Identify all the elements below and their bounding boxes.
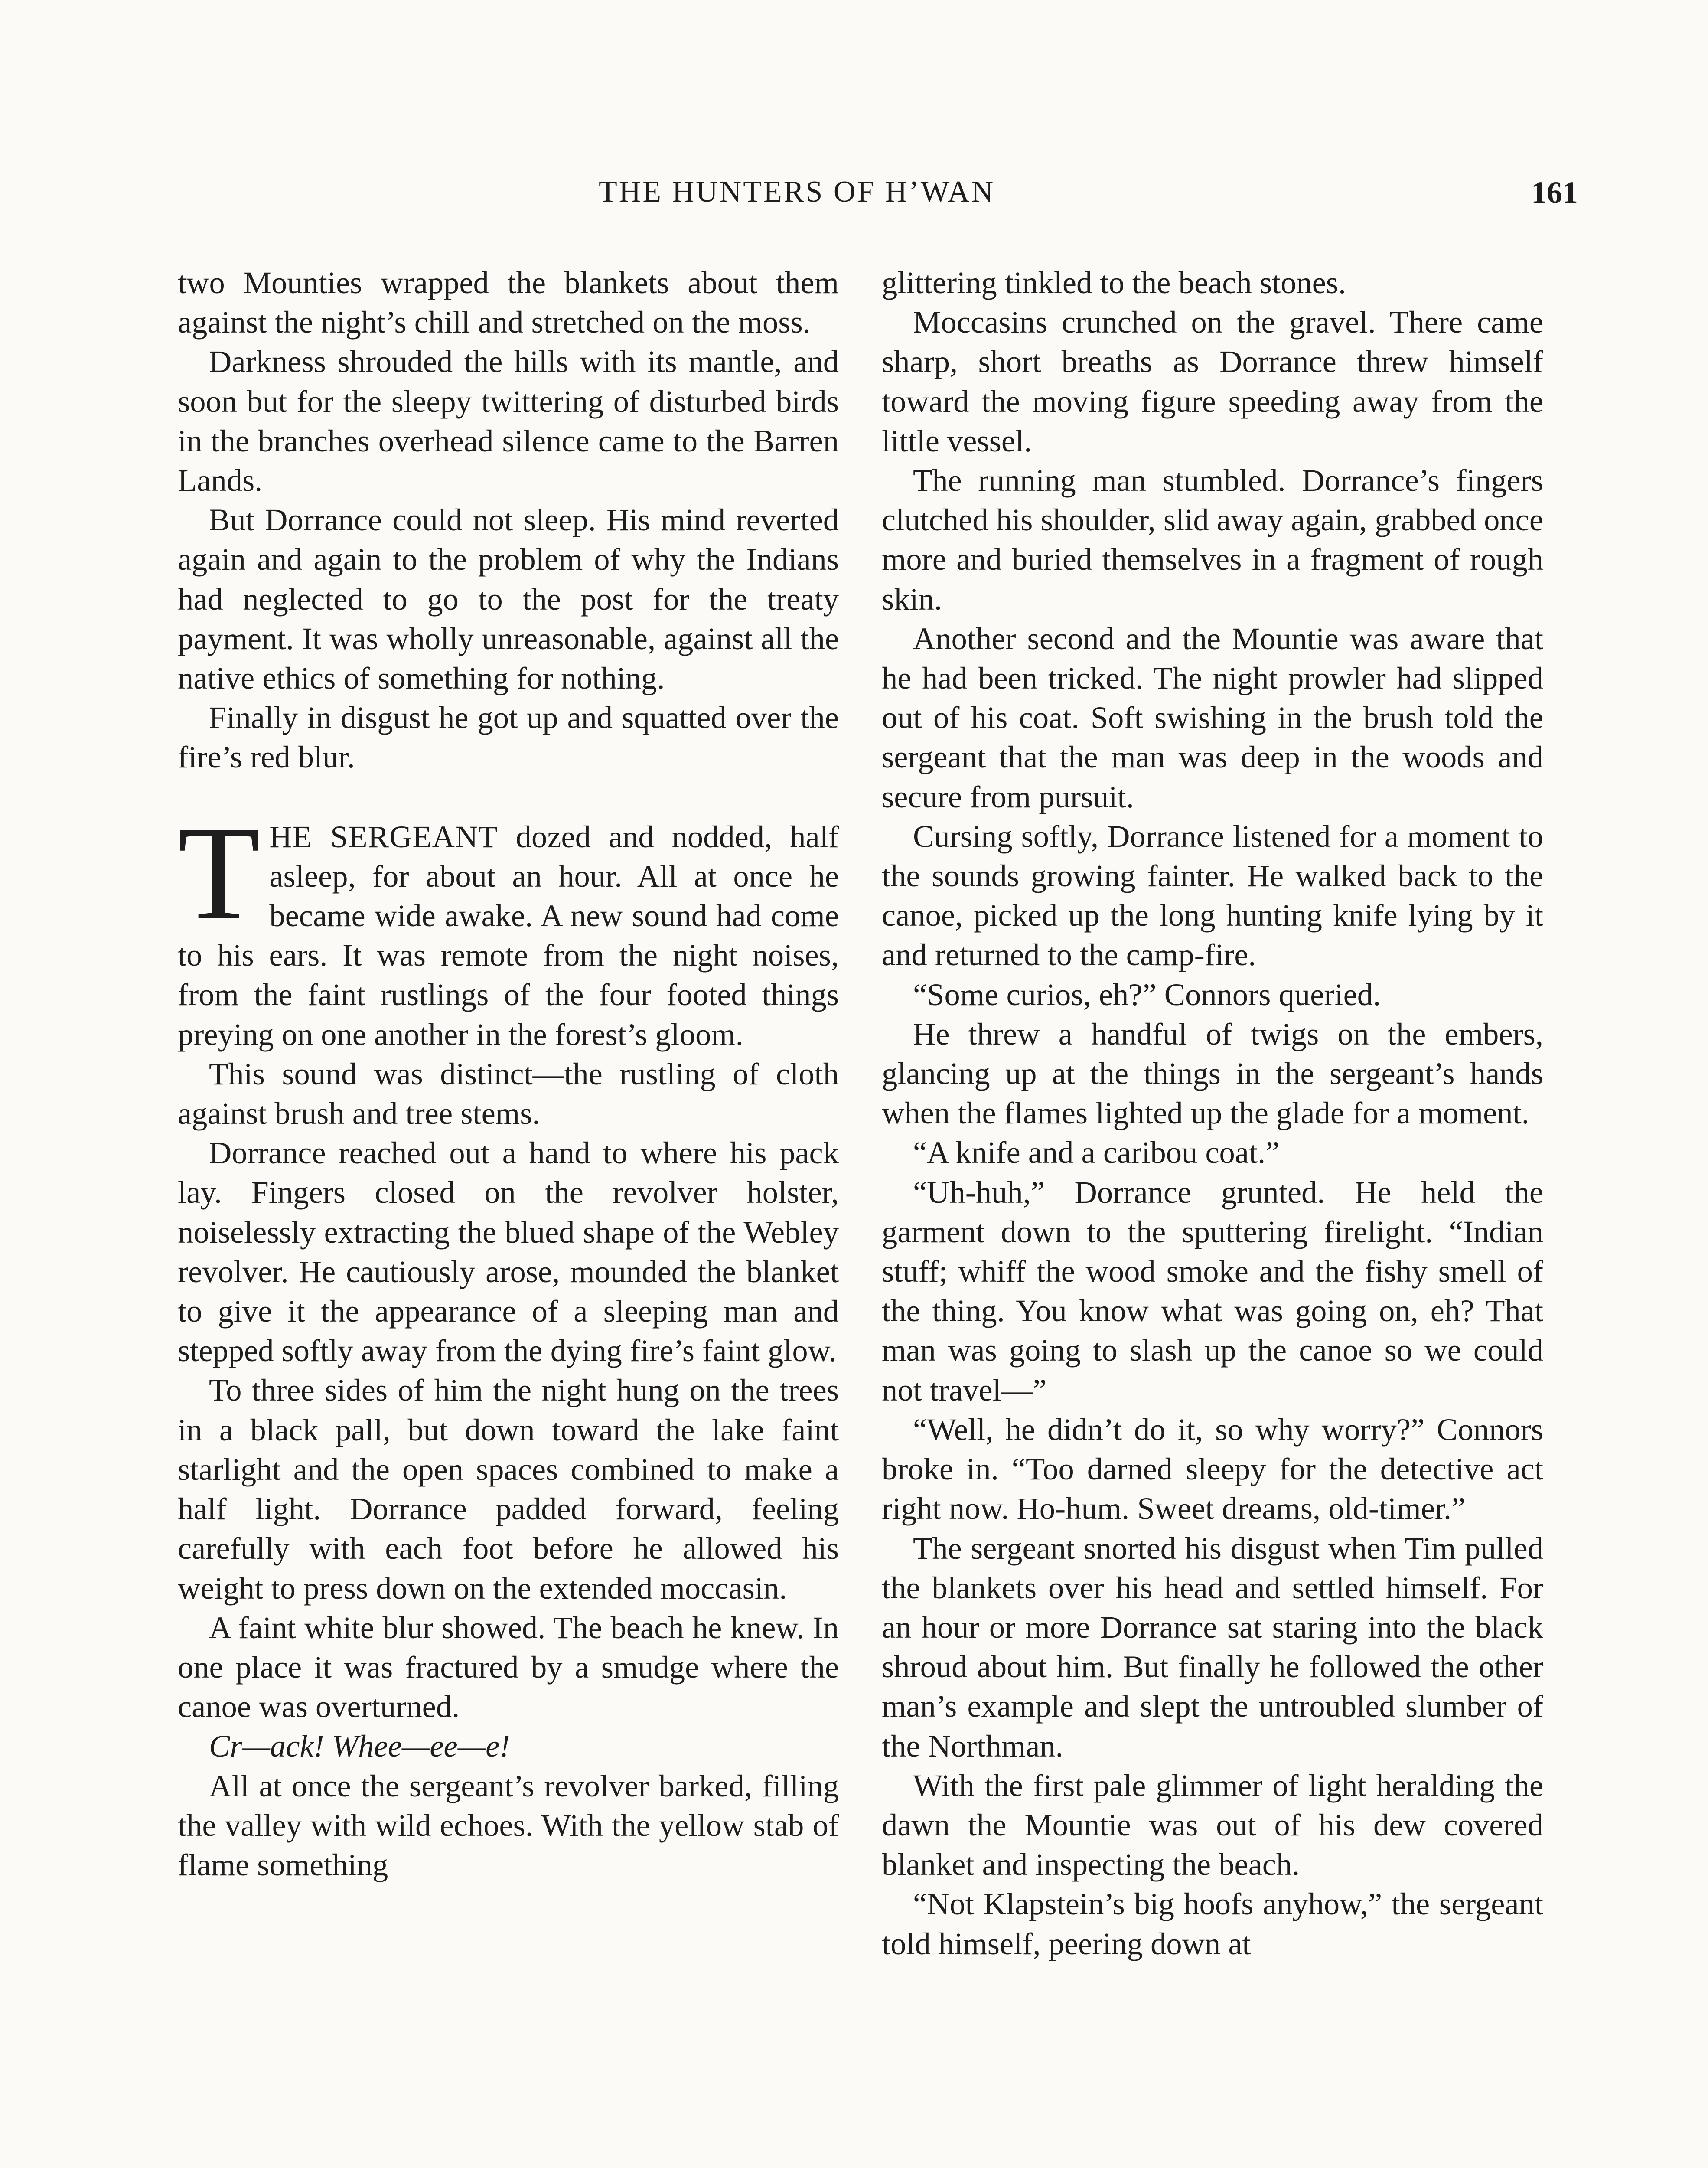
paragraph: “Some curios, eh?” Connors queried. [913, 976, 1381, 1012]
section-lead-words: HE SERGEANT [269, 819, 498, 854]
section-opening-paragraph [178, 798, 839, 1054]
section-text: dozed and nodded, half asleep, for about an hour. All at once he became wide awake. A new sound had come to his ears. It was remote from the night noises, from the faint rustlings of the four footed things preying on one another in the forest’s gloom. [178, 819, 839, 1052]
sound-effect-line: Cr—ack! Whee—ee—e! [209, 1728, 510, 1764]
paragraph: Dorrance reached out a hand to where his pack lay. Fingers closed on the revolver holster, noiselessly extracting the blued shape of the Webley revolver. He cautiously arose, mounded the blanket to give it the appearance of a sleeping man and stepped softly away from the dying fire’s faint glow. [178, 1135, 839, 1368]
paragraph: “A knife and a caribou coat.” [913, 1135, 1280, 1170]
page-number: 161 [1531, 175, 1578, 210]
paragraph: But Dorrance could not sleep. His mind reverted again and again to the problem of why the Indians had neglected to go to the post for the treaty payment. It was wholly unreasonable, against all the native ethics of something for nothing. [178, 502, 839, 696]
paragraph: “Well, he didn’t do it, so why worry?” Connors broke in. “Too darned sleepy for the detective act right now. Ho-hum. Sweet dreams, old-timer.” [882, 1411, 1543, 1526]
left-column [178, 263, 839, 1884]
paragraph: “Not Klapstein’s big hoofs anyhow,” the sergeant told himself, peering down at [882, 1886, 1543, 1961]
paragraph: A faint white blur showed. The beach he knew. In one place it was fractured by a smudge where the canoe was overturned. [178, 1610, 839, 1724]
paragraph: “Uh-huh,” Dorrance grunted. He held the garment down to the sputtering firelight. “Indian stuff; whiff the wood smoke and the fishy smell of the thing. You know what was going on, eh? That man was going to slash up the canoe so we could not travel—” [882, 1174, 1543, 1407]
right-column [882, 263, 1543, 1963]
paragraph: The running man stumbled. Dorrance’s fingers clutched his shoulder, slid away again, grabbed once more and buried themselves in a fragment of rough skin. [882, 463, 1543, 617]
drop-cap: T [178, 798, 260, 947]
paragraph: All at once the sergeant’s revolver barked, filling the valley with wild echoes. With the yellow stab of flame something [178, 1768, 839, 1882]
paragraph: The sergeant snorted his disgust when Tim pulled the blankets over his head and settled himself. For an hour or more Dorrance sat staring into the black shroud about him. But finally he followed the other man’s example and slept the untroubled slumber of the Northman. [882, 1530, 1543, 1763]
paragraph: He threw a handful of twigs on the embers, glancing up at the things in the sergeant’s hands when the flames lighted up the glade for a moment. [882, 1016, 1543, 1131]
paragraph: Cursing softly, Dorrance listened for a moment to the sounds growing fainter. He walked back to the canoe, picked up the long hunting knife lying by it and returned to the camp-fire. [882, 818, 1543, 973]
paragraph: two Mounties wrapped the blankets about them against the night’s chill and stretched on the moss. [178, 265, 839, 340]
paragraph: glittering tinkled to the beach stones. [882, 265, 1346, 300]
paragraph: Moccasins crunched on the gravel. There came sharp, short breaths as Dorrance threw himself toward the moving figure speeding away from the little vessel. [882, 304, 1543, 458]
paragraph: Another second and the Mountie was aware that he had been tricked. The night prowler had slipped out of his coat. Soft swishing in the brush told the sergeant that the man was deep in the woods and secure from pursuit. [882, 620, 1543, 814]
paragraph: Darkness shrouded the hills with its mantle, and soon but for the sleepy twittering of disturbed birds in the branches overhead silence came to the Barren Lands. [178, 344, 839, 498]
paragraph: To three sides of him the night hung on the trees in a black pall, but down toward the lake faint starlight and the open spaces combined to make a half light. Dorrance padded forward, feeling carefully with each foot before he allowed his weight to press down on the extended moccasin. [178, 1372, 839, 1606]
paragraph: This sound was distinct—the rustling of cloth against brush and tree stems. [178, 1056, 839, 1131]
paragraph: With the first pale glimmer of light heralding the dawn the Mountie was out of his dew covered blanket and inspecting the beach. [882, 1767, 1543, 1882]
paragraph: Finally in disgust he got up and squatted over the fire’s red blur. [178, 700, 839, 775]
running-title: THE HUNTERS OF H’WAN [599, 175, 995, 209]
